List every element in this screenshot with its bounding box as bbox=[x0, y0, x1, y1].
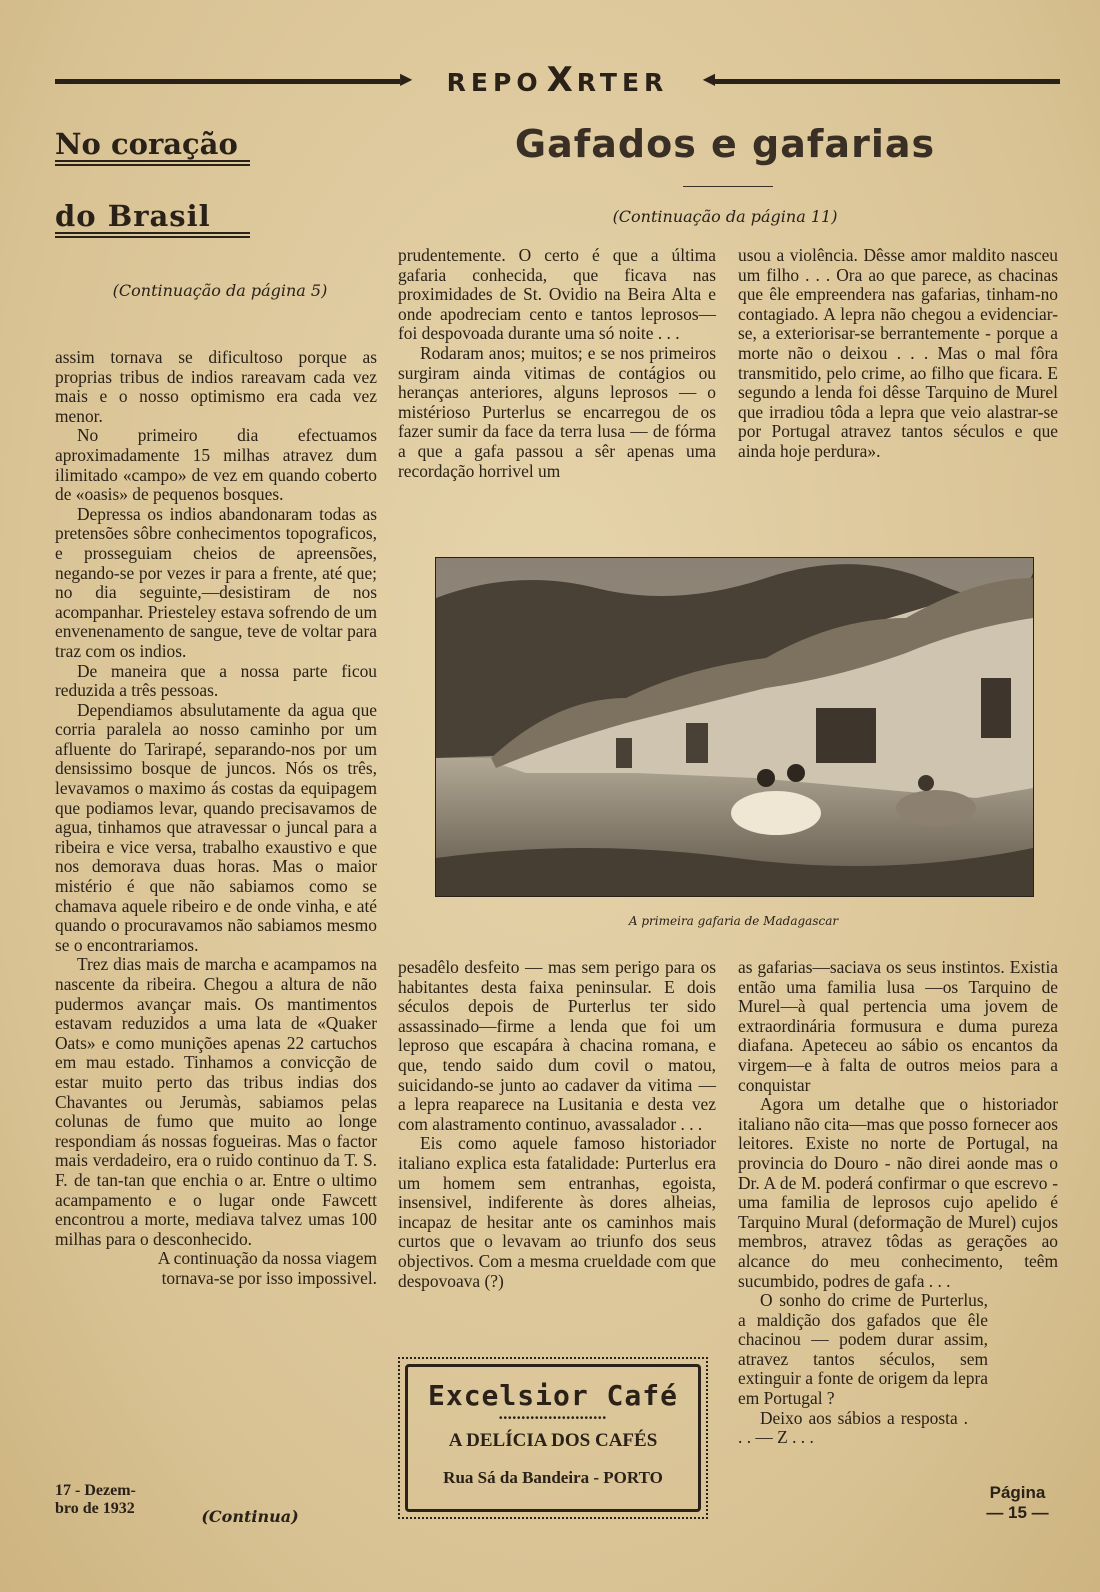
main-article-title: Gafados e gafarias bbox=[514, 122, 936, 166]
ad-tagline: A DELÍCIA DOS CAFÉS bbox=[448, 1430, 658, 1451]
masthead-rule-left bbox=[55, 79, 400, 84]
masthead-left-text: REPO bbox=[446, 68, 543, 97]
excelsior-cafe-ad bbox=[398, 1357, 708, 1519]
left-article-column bbox=[55, 348, 377, 1289]
gafaria-photo bbox=[435, 557, 1034, 897]
ad-brand-name: Excelsior Café bbox=[427, 1379, 678, 1412]
paragraph: O sonho do crime de Purterlus, a maldição dos gafados que êle chacinou — podem durar assim, atravez tantos séculos, sem extinguir a fonte de origem da lepra em Portugal ? bbox=[738, 1290, 988, 1409]
arrow-left-icon: ◀ bbox=[702, 71, 715, 88]
paragraph: Depressa os indios abandonaram todas as pretensões sôbre conhecimentos topograficos, e prosseguiam cheios de apreensões, negando-se por vezes ir para a frente, até que; no dia seguinte,—desistiram de nos acompanhar. Priesteley estava sofrendo de um envenenamento de sangue, teve de voltar para traz com os indios. bbox=[55, 503, 377, 661]
title-rule bbox=[683, 186, 773, 187]
left-article-continuation: (Continuação da página 5) bbox=[112, 281, 328, 300]
paragraph: Deixo aos sábios a resposta . . . — Z . . . bbox=[738, 1407, 968, 1448]
paragraph: No primeiro dia efectuamos aproximadamente 15 milhas atravez dum ilimitado «campo» de vez em quando coberto de «oasis» de pequenos bosques. bbox=[55, 425, 377, 505]
ad-frame bbox=[405, 1364, 701, 1512]
left-article-title-line1: No coração bbox=[55, 127, 238, 161]
masthead-title bbox=[415, 62, 700, 101]
page-number bbox=[975, 1483, 1060, 1523]
paragraph: Agora um detalhe que o historiador italiano não cita—mas que posso fornecer aos leitores. Existe no norte de Portugal, na provincia do Douro - não direi aonde mas o Dr. A de M. poderá confirmar o que escrevo - uma familia de leprosos cujo apelido é Tarquino Mural (deformação de Murel) cujos membros, atravez tôdas as gerações ao alcance do meu conhecimento, teêm sucumbido, podres de gafa . . . bbox=[738, 1094, 1058, 1291]
photo-caption: A primeira gafaria de Madagascar bbox=[628, 914, 839, 928]
main-article-column-2-bottom bbox=[738, 958, 1058, 1448]
main-article-continuation: (Continuação da página 11) bbox=[612, 207, 838, 226]
page-label: Página bbox=[989, 1483, 1046, 1502]
paragraph: Trez dias mais de marcha e acampamos na nascente da ribeira. Chegou a altura de não pudermos avançar mais. Os mantimentos estavam reduzidos a uma lata de «Quaker Oats» e como munições apenas 22 cartuchos em mau estado. Tinhamos a convicção de estar muito perto das tribus indias dos Chavantes ou Jerumàs, sabiamos pelas colunas de fumo que muito ao longe respondiam ás nossas fogueiras. Mas o factor mais verdadeiro, era o ruido continuo da T. S. F. de tan-tan que enchia o ar. Entre o ultimo acampamento e o lugar onde Fawcett encontrou a morte, mediava talvez umas 100 milhas para o desconhecido. bbox=[55, 954, 377, 1249]
issue-date bbox=[55, 1482, 150, 1518]
masthead-rule-right bbox=[715, 79, 1060, 84]
main-article-column-1-bottom bbox=[398, 958, 716, 1291]
paragraph: pesadêlo desfeito — mas sem perigo para os habitantes desta faixa peninsular. E dois séculos depois de Purterlus ter sido assassinado—firme a lenda que foi um leproso que escapára à chacina romana, e que, tendo saido dum covil o matou, suicidando-se junto ao cadaver da vitima — a lepra reaparece na Lusitania e desta vez com alastramento continuo, avassalador . . . bbox=[398, 957, 716, 1134]
paragraph: Rodaram anos; muitos; e se nos primeiros surgiram ainda vitimas de contágios ou heranças anteriores, alguns leprosos — o mistérioso Purterlus se encarregou de os fazer sumir da face da terra lusa — de fórma a que a gafa passou a sêr apenas uma recordação horrivel um bbox=[398, 342, 716, 481]
main-article-column-1-top bbox=[398, 246, 716, 481]
photo-illustration bbox=[436, 558, 1033, 896]
page-number-value: — 15 — bbox=[986, 1503, 1049, 1522]
paragraph: as gafarias—saciava os seus instintos. Existia então uma familia lusa —os Tarquino de Murel—à qual pertencia uma jovem de extraordinária formusura e duma pureza diafana. Apeteceu ao sábio os encantos da virgem—e à falta de outros meios para a conquistar bbox=[738, 957, 1058, 1095]
title-underline bbox=[55, 160, 250, 166]
arrow-right-icon: ▶ bbox=[400, 71, 413, 88]
main-article-column-2-top bbox=[738, 246, 1058, 462]
ad-address: Rua Sá da Bandeira - PORTO bbox=[443, 1468, 663, 1487]
masthead-right-text: RTER bbox=[576, 68, 669, 97]
closing-paragraph: A continuação da nossa viagem tornava-se por isso impossivel. bbox=[157, 1248, 377, 1288]
date-line: 17 - Dezem- bbox=[55, 1482, 136, 1499]
paragraph: usou a violência. Dêsse amor maldito nasceu um filho . . . Ora ao que parece, as chacinas que êle empreendera nas gafarias, tinham-no contagiado. A lepra não chegou a evidenciar-se, a exteriorisar-se berrantemente - porque a morte não o deixou . . . Mas o mal fôra transmitido, pelo crime, ao filho que ficara. E segundo a lenda foi dêsse Tarquino de Murel que irradiou tôda a lepra que veio alastrar-se por Portugal atravez tantos séculos e que ainda hoje perdura». bbox=[738, 245, 1058, 461]
ad-dotted-divider: •••••••••••••••••••••••• bbox=[498, 1413, 608, 1424]
paragraph: De maneira que a nossa parte ficou reduzida a três pessoas. bbox=[55, 660, 377, 701]
paragraph: prudentemente. O certo é que a última gafaria conhecida, que ficava nas proximidades de St. Ovidio na Beira Alta e onde apodreciam cento e tantos leprosos—foi despovoada durante uma só noite . . . bbox=[398, 245, 716, 344]
continua-note: (Continua) bbox=[201, 1507, 299, 1526]
paragraph: Dependiamos absulutamente da agua que corria paralela ao nosso caminho por um afluente do Tarirapé, separando-nos por um densissimo bosque de juncos. Nós os três, levavamos o maximo ás costas da equipagem que podiamos levar, quando precisavamos de agua, tinhamos que atravessar o juncal para a ribeira e vice versa, trabalho exaustivo e que nos demorava duas horas. Mas o maior mistério é que não sabiamos como se chamava aquele ribeiro e de onde vinha, e até quando o procuravamos não sabiamos mesmo se o encontrariamos. bbox=[55, 699, 377, 955]
paragraph: assim tornava se dificultoso porque as proprias tribus de indios rareavam cada vez mais e o nosso optimismo era cada vez menor. bbox=[55, 347, 377, 426]
masthead-x: X bbox=[546, 60, 573, 100]
left-article-title-line2: do Brasil bbox=[55, 199, 211, 233]
title-underline bbox=[55, 232, 250, 238]
paragraph: Eis como aquele famoso historiador italiano explica esta fatalidade: Purterlus era um homem sem entranhas, egoista, insensivel, indiferente às dores alheias, incapaz de hesitar ante os caminhos mais curtos que o levavam ao triunfo dos seus objectivos. Com a mesma crueldade com que despovoava (?) bbox=[398, 1133, 716, 1291]
masthead bbox=[55, 62, 1060, 98]
date-line: bro de 1932 bbox=[55, 1500, 135, 1517]
